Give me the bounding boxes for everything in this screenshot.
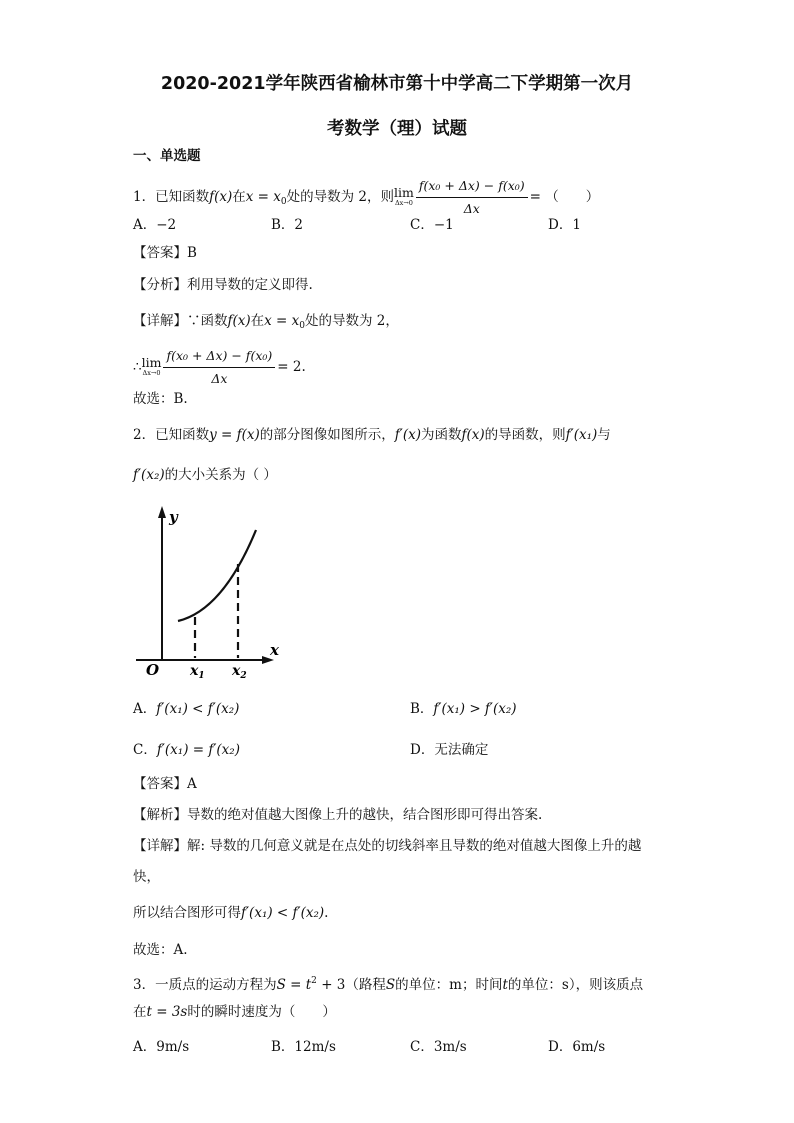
q1-tail: = （ ） <box>529 189 600 205</box>
q1-option-d: D．1 <box>548 217 581 233</box>
y-axis-arrow-icon <box>158 506 166 518</box>
question-2-stem-line1: 2．已知函数y = f(x)的部分图像如图所示，f′(x)为函数f(x)的导函数，则f′(x₁)与 <box>133 427 611 443</box>
q2-detail-line1: 【详解】解: 导数的几何意义就是在点处的切线斜率且导数的绝对值越大图像上升的越 <box>133 838 642 854</box>
q2-function-graph <box>128 500 298 685</box>
q2-answer: 【答案】A <box>133 776 197 792</box>
q1-mid2: 处的导数为 2，则 <box>286 189 394 205</box>
question-3-stem-line2: 在t = 3s时的瞬时速度为（ ） <box>133 1004 336 1020</box>
q3-option-b: B．12m/s <box>271 1039 336 1055</box>
q1-option-c: C．−1 <box>410 217 454 233</box>
document-title-line2: 考数学（理）试题 <box>327 119 467 139</box>
q1-detail-line2: ∴lim Δx→0 $\frac{\text{f(x₀ + Δx) − f(x₀)}}{\Delta x}$ = 2. <box>133 348 306 386</box>
question-3-stem-line1: 3．一质点的运动方程为$S = t^2 + 3$（路程S的单位：m；时间t的单位：s），则该质点 <box>133 976 644 993</box>
x-axis-label: x <box>270 641 279 659</box>
origin-label: O <box>146 661 160 679</box>
function-curve <box>178 530 256 621</box>
q1-answer: 【答案】B <box>133 245 197 261</box>
y-axis-label: y <box>169 508 178 526</box>
q1-prefix: 1．已知函数 <box>133 189 210 205</box>
q2-option-b: B．f′(x₁) > f′(x₂) <box>410 701 517 717</box>
x1-label: $x_1$ <box>190 663 205 681</box>
section-heading: 一、单选题 <box>133 148 201 164</box>
document-title-line1: 2020-2021学年陕西省榆林市第十中学高二下学期第一次月 <box>160 74 634 94</box>
q1-lim: lim Δx→0 <box>394 184 414 207</box>
q1-fx: f(x) <box>209 189 233 205</box>
q2-analysis: 【解析】导数的绝对值越大图像上升的越快，结合图形即可得出答案. <box>133 807 543 823</box>
question-1-stem: 1．已知函数f(x)在$x = x_0$处的导数为 2，则lim Δx→0 $\frac{\text{f(x₀ + Δx) − f(x₀)}}{\Delta x}$ = （ ） <box>133 176 599 219</box>
q2-choose: 故选：A. <box>133 942 188 958</box>
q3-option-c: C．3m/s <box>410 1039 467 1055</box>
q1-choose: 故选：B. <box>133 391 188 407</box>
q3-option-a: A．9m/s <box>133 1039 190 1055</box>
x2-label: $x_2$ <box>232 663 247 681</box>
q1-option-a: A．−2 <box>133 217 177 233</box>
q2-detail-line3: 所以结合图形可得f′(x₁) < f′(x₂). <box>133 905 329 921</box>
q1-option-b: B．2 <box>271 217 304 233</box>
q2-detail-line2: 快， <box>133 869 160 885</box>
q1-analysis: 【分析】利用导数的定义即得. <box>133 277 313 293</box>
q3-option-d: D．6m/s <box>548 1039 606 1055</box>
q1-mid1: 在 <box>232 189 246 205</box>
q1-fraction: $\frac{\text{f(x₀ + Δx) − f(x₀)}}{\Delta x}$ <box>416 176 528 219</box>
q2-option-d: D．无法确定 <box>410 742 489 758</box>
question-2-stem-line2: f′(x₂)的大小关系为（ ） <box>133 467 277 483</box>
q1-cond: x = x <box>245 189 281 205</box>
q2-option-a: A．f′(x₁) < f′(x₂) <box>133 701 240 717</box>
q2-option-c: C．f′(x₁) = f′(x₂) <box>133 742 240 758</box>
q1-detail-line1: 【详解】∵函数f(x)在$x = x_0$处的导数为 2， <box>133 313 399 331</box>
